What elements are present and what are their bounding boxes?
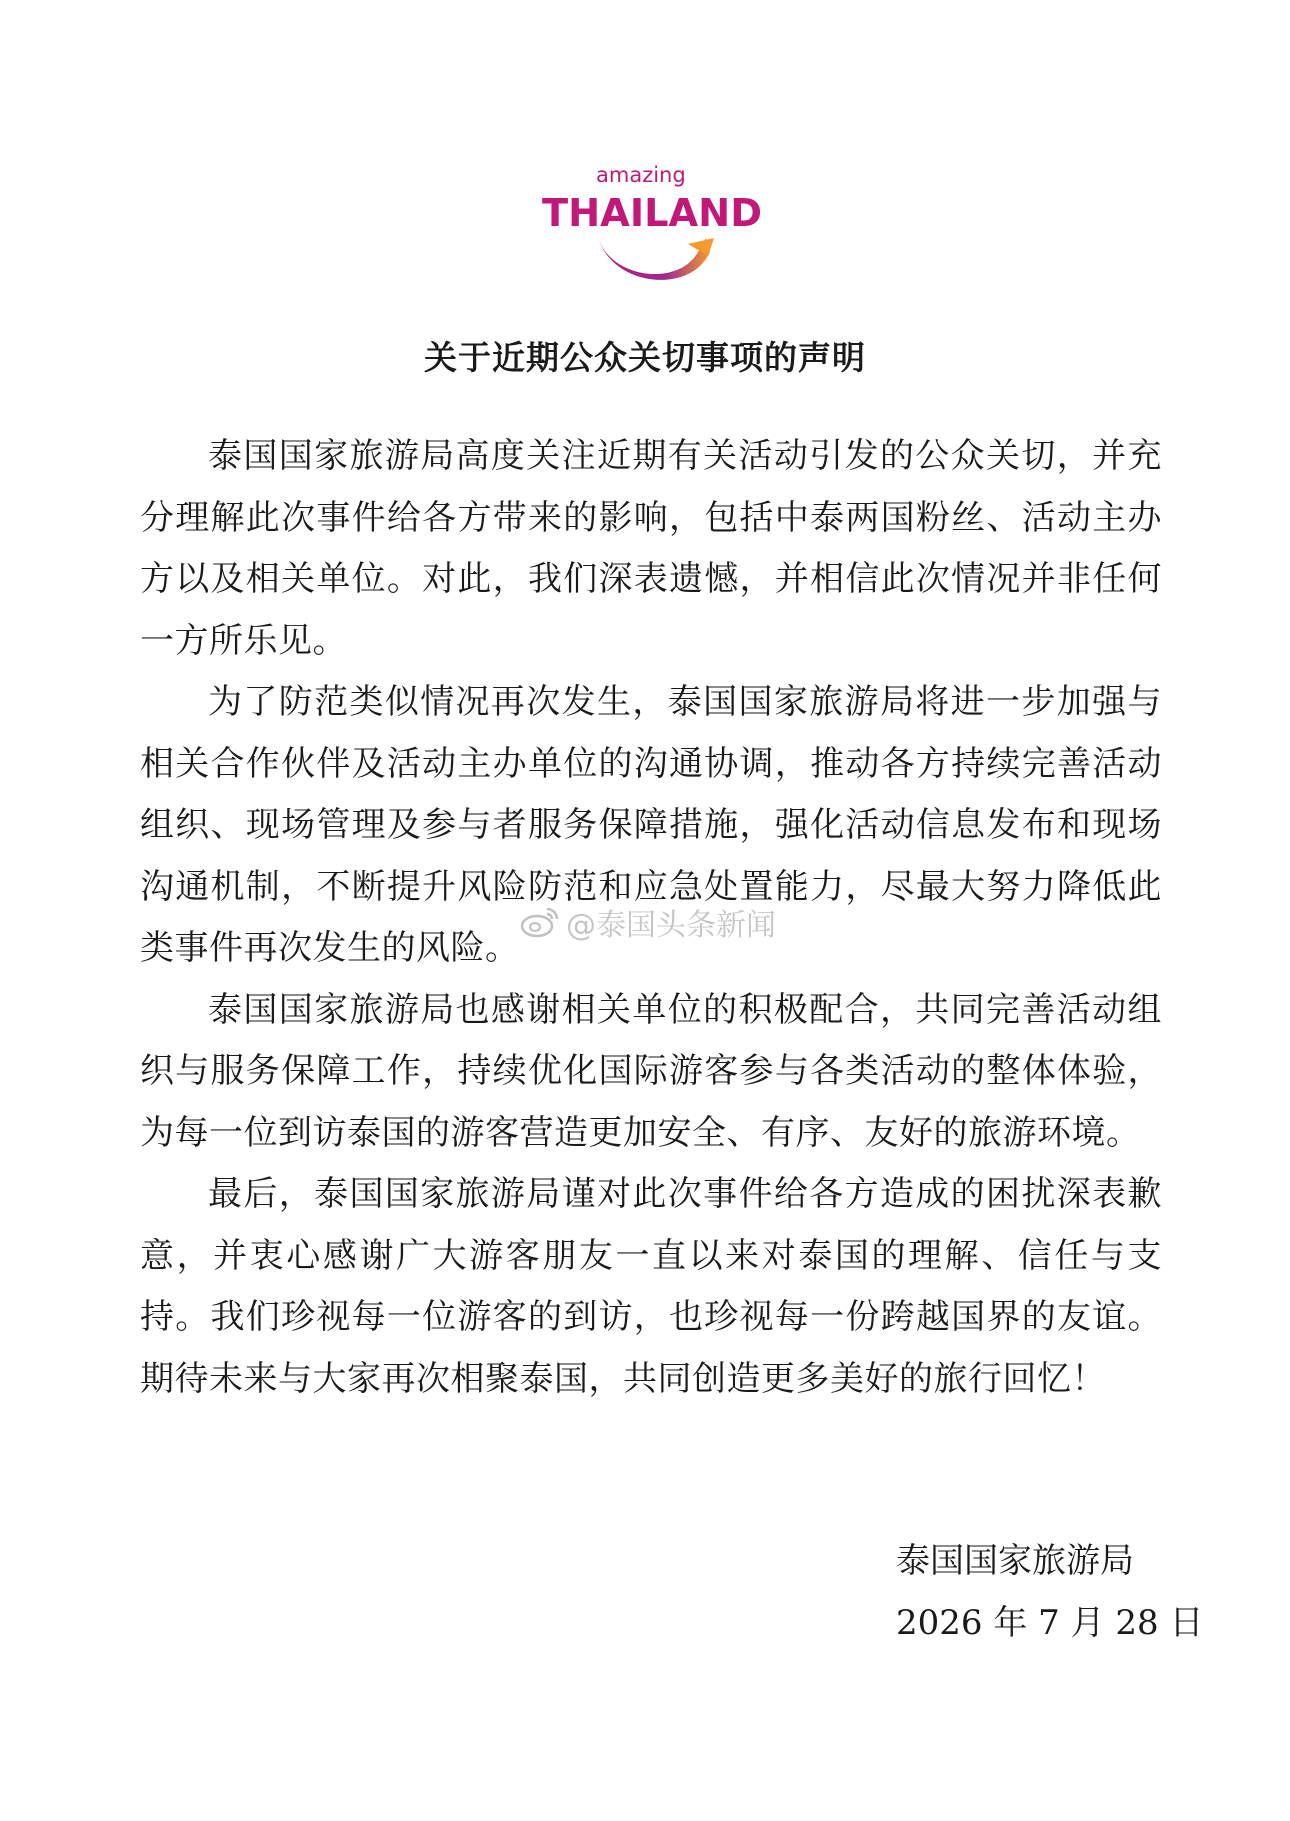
document-title: 关于近期公众关切事项的声明 [424, 338, 866, 377]
amazing-thailand-logo [538, 160, 768, 290]
watermark-text: @泰国头条新闻 [566, 908, 776, 943]
paragraph: 泰国国家旅游局也感谢相关单位的积极配合，共同完善活动组织与服务保障工作，持续优化国际游客参与各类活动的整体体验，为每一位到访泰国的游客营造更加安全、有序、友好的旅游环境。 [140, 989, 1162, 1153]
paragraph: 为了防范类似情况再次发生，泰国国家旅游局将进一步加强与相关合作伙伴及活动主办单位的沟通协调，推动各方持续完善活动组织、现场管理及参与者服务保障措施，强化活动信息发布和现场沟通机制，不断提升风险防范和应急处置能力，尽最大努力降低此类事件再次发生的风险。 [140, 682, 1162, 968]
signature-block [896, 1530, 1203, 1654]
signature-date: 2026 年 7 月 28 日 [896, 1603, 1204, 1643]
svg-text:amazing: amazing [596, 163, 686, 187]
paragraph: 泰国国家旅游局高度关注近期有关活动引发的公众关切，并充分理解此次事件给各方带来的影响，包括中泰两国粉丝、活动主办方以及相关单位。对此，我们深表遗憾，并相信此次情况并非任何一方所乐见。 [140, 436, 1162, 661]
signature-org: 泰国国家旅游局 [896, 1541, 1134, 1581]
svg-text:THAILAND: THAILAND [542, 191, 762, 235]
document-body [140, 426, 1162, 1410]
paragraph: 最后，泰国国家旅游局谨对此次事件给各方造成的困扰深表歉意，并衷心感谢广大游客朋友一直以来对泰国的理解、信任与支持。我们珍视每一位游客的到访，也珍视每一份跨越国界的友谊。期待未来与大家再次相聚泰国，共同创造更多美好的旅行回忆！ [140, 1174, 1162, 1399]
